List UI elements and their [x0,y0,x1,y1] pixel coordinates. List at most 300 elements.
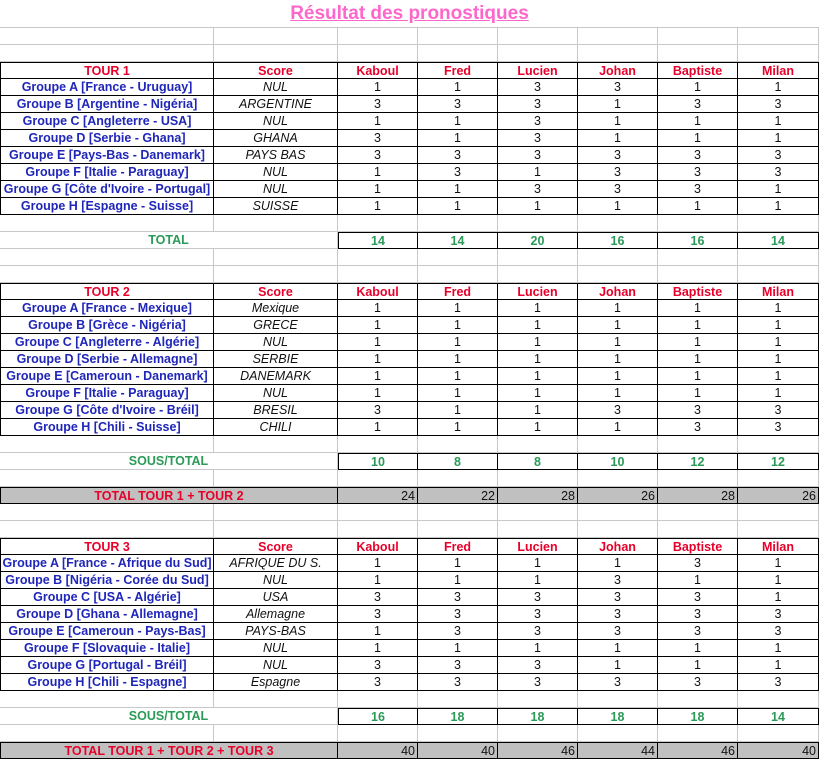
points-cell[interactable]: 1 [418,385,498,402]
cell[interactable] [338,504,418,521]
cell[interactable] [738,521,819,538]
subtotal-cell[interactable]: 18 [658,708,738,725]
subtotal-label[interactable]: TOTAL [0,232,338,249]
points-cell[interactable]: 1 [658,657,738,674]
match-group[interactable]: Groupe E [Pays-Bas - Danemark] [0,147,214,164]
points-cell[interactable]: 3 [418,96,498,113]
points-cell[interactable]: 1 [498,198,578,215]
cell[interactable] [214,521,338,538]
match-group[interactable]: Groupe B [Grèce - Nigéria] [0,317,214,334]
points-cell[interactable]: 1 [738,368,819,385]
points-cell[interactable]: 3 [498,589,578,606]
match-group[interactable]: Groupe E [Cameroun - Pays-Bas] [0,623,214,640]
points-cell[interactable]: 3 [578,572,658,589]
points-cell[interactable]: 1 [658,351,738,368]
cell[interactable] [578,215,658,232]
points-cell[interactable]: 3 [338,606,418,623]
cell[interactable] [418,28,498,45]
match-group[interactable]: Groupe A [France - Mexique] [0,300,214,317]
cell[interactable] [214,249,338,266]
points-cell[interactable]: 3 [418,623,498,640]
grand-total-cell[interactable]: 26 [738,487,819,504]
points-cell[interactable]: 3 [338,657,418,674]
points-cell[interactable]: 3 [578,606,658,623]
match-score[interactable]: NUL [214,385,338,402]
points-cell[interactable]: 1 [338,198,418,215]
points-cell[interactable]: 1 [338,555,418,572]
match-score[interactable]: NUL [214,657,338,674]
player-header[interactable]: Lucien [498,538,578,555]
points-cell[interactable]: 1 [738,334,819,351]
points-cell[interactable]: 1 [418,317,498,334]
match-group[interactable]: Groupe F [Slovaquie - Italie] [0,640,214,657]
cell[interactable] [738,436,819,453]
points-cell[interactable]: 3 [498,181,578,198]
player-header[interactable]: Fred [418,283,498,300]
points-cell[interactable]: 3 [338,674,418,691]
cell[interactable] [498,436,578,453]
points-cell[interactable]: 1 [738,385,819,402]
match-group[interactable]: Groupe E [Cameroun - Danemark] [0,368,214,385]
points-cell[interactable]: 1 [578,334,658,351]
points-cell[interactable]: 1 [658,640,738,657]
cell[interactable] [0,521,214,538]
cell[interactable] [578,504,658,521]
match-score[interactable]: ARGENTINE [214,96,338,113]
subtotal-cell[interactable]: 18 [578,708,658,725]
points-cell[interactable]: 1 [658,130,738,147]
cell[interactable] [214,45,338,62]
points-cell[interactable]: 1 [578,385,658,402]
match-group[interactable]: Groupe D [Serbie - Ghana] [0,130,214,147]
match-score[interactable]: NUL [214,181,338,198]
subtotal-cell[interactable]: 20 [498,232,578,249]
match-group[interactable]: Groupe C [USA - Algérie] [0,589,214,606]
points-cell[interactable]: 1 [578,317,658,334]
match-score[interactable]: SUISSE [214,198,338,215]
points-cell[interactable]: 1 [418,130,498,147]
cell[interactable] [214,215,338,232]
points-cell[interactable]: 1 [338,419,418,436]
points-cell[interactable]: 1 [658,79,738,96]
points-cell[interactable]: 1 [338,181,418,198]
cell[interactable] [498,691,578,708]
points-cell[interactable]: 3 [338,96,418,113]
cell[interactable] [418,215,498,232]
points-cell[interactable]: 1 [418,572,498,589]
points-cell[interactable]: 1 [578,130,658,147]
points-cell[interactable]: 3 [498,623,578,640]
points-cell[interactable]: 3 [498,657,578,674]
cell[interactable] [578,691,658,708]
points-cell[interactable]: 3 [658,555,738,572]
points-cell[interactable]: 1 [498,351,578,368]
match-group[interactable]: Groupe B [Argentine - Nigéria] [0,96,214,113]
points-cell[interactable]: 1 [338,300,418,317]
cell[interactable] [658,28,738,45]
points-cell[interactable]: 1 [578,96,658,113]
subtotal-cell[interactable]: 14 [338,232,418,249]
points-cell[interactable]: 1 [418,300,498,317]
grand-total-cell[interactable]: 26 [578,487,658,504]
points-cell[interactable]: 1 [578,657,658,674]
cell[interactable] [738,266,819,283]
points-cell[interactable]: 3 [738,623,819,640]
cell[interactable] [0,436,214,453]
grand-total-cell[interactable]: 40 [738,742,819,759]
match-group[interactable]: Groupe H [Espagne - Suisse] [0,198,214,215]
cell[interactable] [338,691,418,708]
points-cell[interactable]: 1 [418,351,498,368]
points-cell[interactable]: 1 [738,181,819,198]
points-cell[interactable]: 1 [418,198,498,215]
score-header[interactable]: Score [214,538,338,555]
cell[interactable] [578,470,658,487]
match-score[interactable]: NUL [214,640,338,657]
player-header[interactable]: Kaboul [338,538,418,555]
points-cell[interactable]: 1 [498,385,578,402]
cell[interactable] [658,215,738,232]
points-cell[interactable]: 1 [338,334,418,351]
subtotal-cell[interactable]: 10 [338,453,418,470]
cell[interactable] [0,249,214,266]
match-group[interactable]: Groupe A [France - Uruguay] [0,79,214,96]
points-cell[interactable]: 3 [418,674,498,691]
cell[interactable] [418,249,498,266]
points-cell[interactable]: 1 [738,317,819,334]
points-cell[interactable]: 1 [498,300,578,317]
points-cell[interactable]: 1 [418,555,498,572]
subtotal-cell[interactable]: 16 [578,232,658,249]
match-score[interactable]: NUL [214,334,338,351]
player-header[interactable]: Johan [578,538,658,555]
match-score[interactable]: AFRIQUE DU S. [214,555,338,572]
cell[interactable] [498,504,578,521]
points-cell[interactable]: 3 [578,623,658,640]
points-cell[interactable]: 1 [498,334,578,351]
match-group[interactable]: Groupe G [Côte d'Ivoire - Bréil] [0,402,214,419]
grand-total-cell[interactable]: 40 [418,742,498,759]
points-cell[interactable]: 1 [578,300,658,317]
grand-total-cell[interactable]: 46 [498,742,578,759]
points-cell[interactable]: 3 [658,181,738,198]
cell[interactable] [338,249,418,266]
cell[interactable] [578,436,658,453]
cell[interactable] [738,28,819,45]
points-cell[interactable]: 1 [578,198,658,215]
points-cell[interactable]: 3 [658,674,738,691]
points-cell[interactable]: 1 [498,164,578,181]
cell[interactable] [0,28,214,45]
points-cell[interactable]: 1 [338,640,418,657]
points-cell[interactable]: 3 [498,147,578,164]
points-cell[interactable]: 3 [738,606,819,623]
points-cell[interactable]: 3 [578,79,658,96]
points-cell[interactable]: 1 [418,640,498,657]
points-cell[interactable]: 1 [738,300,819,317]
cell[interactable] [418,521,498,538]
points-cell[interactable]: 3 [498,113,578,130]
points-cell[interactable]: 1 [578,113,658,130]
match-score[interactable]: SERBIE [214,351,338,368]
points-cell[interactable]: 3 [418,164,498,181]
grand-total-cell[interactable]: 24 [338,487,418,504]
cell[interactable] [0,266,214,283]
points-cell[interactable]: 3 [418,147,498,164]
subtotal-cell[interactable]: 18 [418,708,498,725]
points-cell[interactable]: 1 [338,385,418,402]
cell[interactable] [498,470,578,487]
cell[interactable] [498,725,578,742]
cell[interactable] [338,28,418,45]
match-score[interactable]: GRECE [214,317,338,334]
cell[interactable] [214,28,338,45]
cell[interactable] [338,470,418,487]
match-score[interactable]: PAYS BAS [214,147,338,164]
points-cell[interactable]: 3 [658,623,738,640]
cell[interactable] [0,691,214,708]
cell[interactable] [338,215,418,232]
subtotal-cell[interactable]: 18 [498,708,578,725]
points-cell[interactable]: 1 [578,640,658,657]
points-cell[interactable]: 1 [338,623,418,640]
match-group[interactable]: Groupe H [Chili - Suisse] [0,419,214,436]
tour-label[interactable]: TOUR 1 [0,62,214,79]
points-cell[interactable]: 1 [738,572,819,589]
match-group[interactable]: Groupe C [Angleterre - USA] [0,113,214,130]
cell[interactable] [658,504,738,521]
points-cell[interactable]: 1 [578,419,658,436]
cell[interactable] [658,521,738,538]
match-group[interactable]: Groupe H [Chili - Espagne] [0,674,214,691]
grand-total-label[interactable]: TOTAL TOUR 1 + TOUR 2 + TOUR 3 [0,742,338,759]
subtotal-cell[interactable]: 12 [738,453,819,470]
subtotal-label[interactable]: SOUS/TOTAL [0,708,338,725]
cell[interactable] [498,45,578,62]
score-header[interactable]: Score [214,62,338,79]
points-cell[interactable]: 3 [658,419,738,436]
points-cell[interactable]: 1 [578,351,658,368]
cell[interactable] [0,725,214,742]
points-cell[interactable]: 1 [658,334,738,351]
points-cell[interactable]: 1 [338,164,418,181]
match-group[interactable]: Groupe A [France - Afrique du Sud] [0,555,214,572]
grand-total-cell[interactable]: 44 [578,742,658,759]
match-group[interactable]: Groupe D [Serbie - Allemagne] [0,351,214,368]
match-group[interactable]: Groupe G [Portugal - Bréil] [0,657,214,674]
match-group[interactable]: Groupe D [Ghana - Allemagne] [0,606,214,623]
cell[interactable] [578,28,658,45]
points-cell[interactable]: 1 [498,402,578,419]
cell[interactable] [658,470,738,487]
cell[interactable] [338,266,418,283]
cell[interactable] [418,725,498,742]
points-cell[interactable]: 1 [498,368,578,385]
cell[interactable] [0,470,214,487]
points-cell[interactable]: 1 [738,657,819,674]
player-header[interactable]: Milan [738,62,819,79]
points-cell[interactable]: 3 [738,164,819,181]
points-cell[interactable]: 1 [338,113,418,130]
points-cell[interactable]: 1 [418,181,498,198]
player-header[interactable]: Kaboul [338,283,418,300]
points-cell[interactable]: 3 [498,130,578,147]
cell[interactable] [214,266,338,283]
points-cell[interactable]: 3 [738,419,819,436]
cell[interactable] [0,45,214,62]
cell[interactable] [418,45,498,62]
points-cell[interactable]: 3 [418,657,498,674]
cell[interactable] [578,249,658,266]
grand-total-cell[interactable]: 40 [338,742,418,759]
points-cell[interactable]: 1 [338,79,418,96]
points-cell[interactable]: 3 [498,606,578,623]
match-score[interactable]: NUL [214,164,338,181]
points-cell[interactable]: 3 [578,147,658,164]
points-cell[interactable]: 3 [658,606,738,623]
points-cell[interactable]: 3 [498,96,578,113]
points-cell[interactable]: 3 [738,402,819,419]
cell[interactable] [418,504,498,521]
player-header[interactable]: Johan [578,62,658,79]
cell[interactable] [738,725,819,742]
match-score[interactable]: Mexique [214,300,338,317]
player-header[interactable]: Johan [578,283,658,300]
player-header[interactable]: Lucien [498,62,578,79]
points-cell[interactable]: 3 [578,402,658,419]
grand-total-label[interactable]: TOTAL TOUR 1 + TOUR 2 [0,487,338,504]
points-cell[interactable]: 3 [578,589,658,606]
grand-total-cell[interactable]: 22 [418,487,498,504]
points-cell[interactable]: 3 [738,147,819,164]
cell[interactable] [418,470,498,487]
points-cell[interactable]: 3 [338,130,418,147]
cell[interactable] [658,725,738,742]
points-cell[interactable]: 3 [338,147,418,164]
points-cell[interactable]: 1 [738,351,819,368]
points-cell[interactable]: 3 [338,589,418,606]
points-cell[interactable]: 1 [738,113,819,130]
cell[interactable] [498,266,578,283]
points-cell[interactable]: 3 [498,79,578,96]
points-cell[interactable]: 1 [738,79,819,96]
points-cell[interactable]: 1 [658,300,738,317]
points-cell[interactable]: 3 [338,402,418,419]
points-cell[interactable]: 3 [738,674,819,691]
match-group[interactable]: Groupe G [Côte d'Ivoire - Portugal] [0,181,214,198]
points-cell[interactable]: 3 [418,606,498,623]
tour-label[interactable]: TOUR 3 [0,538,214,555]
cell[interactable] [578,521,658,538]
points-cell[interactable]: 1 [418,113,498,130]
points-cell[interactable]: 3 [658,96,738,113]
cell[interactable] [658,249,738,266]
cell[interactable] [418,436,498,453]
cell[interactable] [0,215,214,232]
grand-total-cell[interactable]: 28 [498,487,578,504]
cell[interactable] [214,470,338,487]
cell[interactable] [738,691,819,708]
match-score[interactable]: Allemagne [214,606,338,623]
cell[interactable] [738,249,819,266]
points-cell[interactable]: 3 [418,589,498,606]
match-score[interactable]: BRESIL [214,402,338,419]
cell[interactable] [658,436,738,453]
cell[interactable] [738,470,819,487]
points-cell[interactable]: 1 [498,419,578,436]
points-cell[interactable]: 1 [338,572,418,589]
grand-total-cell[interactable]: 46 [658,742,738,759]
subtotal-cell[interactable]: 14 [738,708,819,725]
points-cell[interactable]: 1 [578,555,658,572]
subtotal-cell[interactable]: 14 [738,232,819,249]
subtotal-cell[interactable]: 10 [578,453,658,470]
points-cell[interactable]: 3 [658,589,738,606]
match-score[interactable]: PAYS-BAS [214,623,338,640]
match-score[interactable]: Espagne [214,674,338,691]
cell[interactable] [578,45,658,62]
subtotal-cell[interactable]: 14 [418,232,498,249]
points-cell[interactable]: 1 [338,351,418,368]
grand-total-cell[interactable]: 28 [658,487,738,504]
player-header[interactable]: Milan [738,538,819,555]
cell[interactable] [418,266,498,283]
points-cell[interactable]: 1 [418,368,498,385]
cell[interactable] [0,504,214,521]
cell[interactable] [498,28,578,45]
points-cell[interactable]: 1 [738,198,819,215]
match-group[interactable]: Groupe F [Italie - Paraguay] [0,164,214,181]
player-header[interactable]: Lucien [498,283,578,300]
player-header[interactable]: Fred [418,62,498,79]
points-cell[interactable]: 1 [658,385,738,402]
cell[interactable] [658,45,738,62]
cell[interactable] [738,45,819,62]
points-cell[interactable]: 1 [338,368,418,385]
points-cell[interactable]: 1 [658,572,738,589]
player-header[interactable]: Milan [738,283,819,300]
player-header[interactable]: Baptiste [658,283,738,300]
cell[interactable] [338,436,418,453]
cell[interactable] [658,266,738,283]
points-cell[interactable]: 1 [658,113,738,130]
match-score[interactable]: NUL [214,572,338,589]
points-cell[interactable]: 3 [658,402,738,419]
cell[interactable] [338,725,418,742]
cell[interactable] [578,266,658,283]
points-cell[interactable]: 3 [498,674,578,691]
points-cell[interactable]: 1 [418,334,498,351]
points-cell[interactable]: 1 [418,79,498,96]
points-cell[interactable]: 1 [498,317,578,334]
subtotal-cell[interactable]: 16 [338,708,418,725]
cell[interactable] [338,45,418,62]
points-cell[interactable]: 3 [738,96,819,113]
cell[interactable] [214,436,338,453]
points-cell[interactable]: 1 [738,555,819,572]
match-score[interactable]: NUL [214,79,338,96]
points-cell[interactable]: 3 [578,674,658,691]
cell[interactable] [214,725,338,742]
player-header[interactable]: Kaboul [338,62,418,79]
cell[interactable] [498,215,578,232]
tour-label[interactable]: TOUR 2 [0,283,214,300]
subtotal-cell[interactable]: 12 [658,453,738,470]
match-score[interactable]: CHILI [214,419,338,436]
player-header[interactable]: Fred [418,538,498,555]
cell[interactable] [498,521,578,538]
cell[interactable] [658,691,738,708]
